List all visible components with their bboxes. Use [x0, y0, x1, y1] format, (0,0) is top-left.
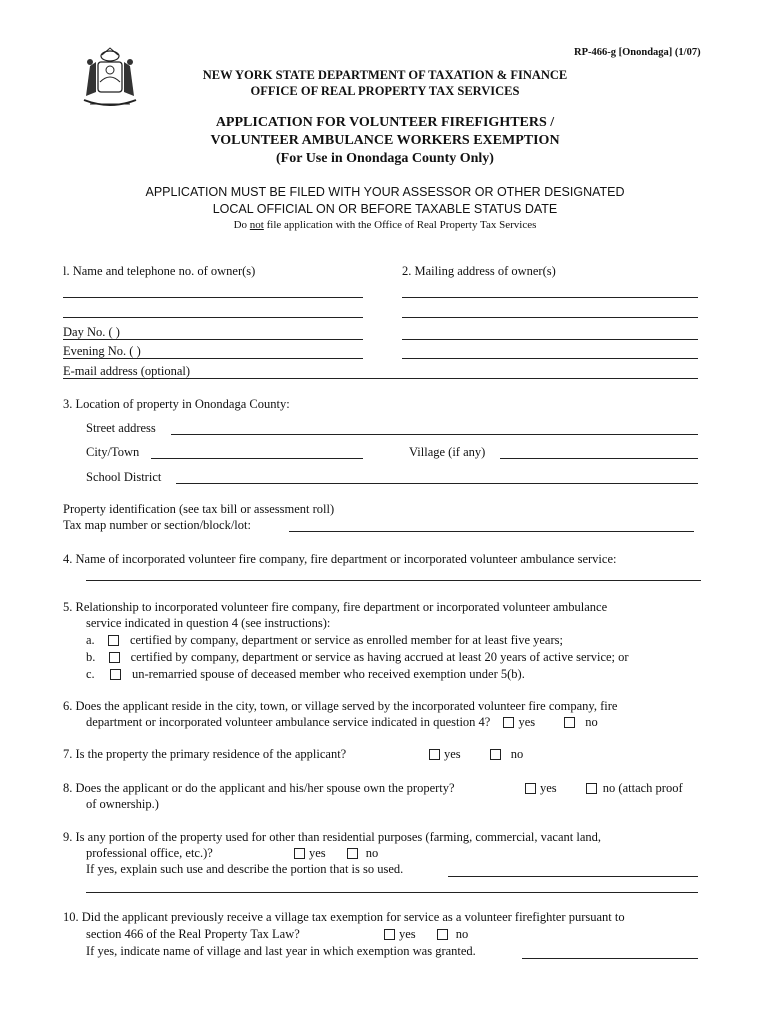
q8-yes-checkbox[interactable] [525, 783, 536, 794]
school-district-field[interactable] [176, 483, 698, 484]
q6-question: department or incorporated volunteer ambulance service indicated in question 4? [86, 715, 491, 729]
q9-answers [290, 846, 378, 861]
q7-no-label: no [510, 747, 524, 761]
q8-answers [521, 781, 683, 796]
q9-line2: professional office, etc.)? [86, 846, 213, 860]
q2-label: 2. Mailing address of owner(s) [402, 264, 556, 278]
q10-village-field[interactable] [522, 958, 698, 959]
q5-option-c [86, 667, 525, 682]
q9-explain-field-1[interactable] [448, 876, 698, 877]
city-town-label: City/Town [86, 445, 140, 459]
owner-name-field-1[interactable] [63, 297, 363, 298]
day-phone-label: Day No. ( ) [63, 325, 120, 339]
agency-line1: NEW YORK STATE DEPARTMENT OF TAXATION & FINANCE [202, 68, 568, 82]
mailing-address-field-2[interactable] [402, 317, 698, 318]
q9-no-checkbox[interactable] [347, 848, 358, 859]
q6-no-label: no [585, 715, 598, 729]
notice-line2: LOCAL OFFICIAL ON OR BEFORE TAXABLE STATUS DATE [212, 202, 558, 216]
tax-map-field[interactable] [289, 531, 694, 532]
tax-map-label: Tax map number or section/block/lot: [63, 518, 251, 532]
q5-a-text: certified by company, department or service as enrolled member for at least five years; [129, 633, 563, 647]
q8-no-label: no (attach proof [602, 781, 683, 795]
title-line3: (For Use in Onondaga County Only) [276, 151, 494, 166]
q6-no-checkbox[interactable] [564, 717, 575, 728]
q5-c-text: un-remarried spouse of deceased member who received exemption under 5(b). [131, 667, 525, 681]
q5-option-a [86, 633, 563, 648]
q7-yes-label: yes [444, 747, 461, 761]
q5-line1: 5. Relationship to incorporated volunteer fire company, fire department or incorporated volunteer ambulance [63, 600, 608, 614]
evening-phone-field[interactable] [63, 358, 363, 359]
mailing-address-field-4[interactable] [402, 358, 698, 359]
q7-yes-checkbox[interactable] [429, 749, 440, 760]
q10-line2: section 466 of the Real Property Tax Law? [86, 927, 300, 941]
q8-line2: of ownership.) [86, 797, 159, 811]
q7-label: 7. Is the property the primary residence of the applicant? [63, 747, 347, 761]
q9-line3: If yes, explain such use and describe the portion that is so used. [86, 862, 404, 876]
village-label: Village (if any) [409, 445, 486, 459]
evening-phone-label: Evening No. ( ) [63, 344, 141, 358]
q10-yes-label: yes [399, 927, 416, 941]
q6-line2 [86, 715, 598, 730]
q5-a-checkbox[interactable] [108, 635, 119, 646]
city-town-field[interactable] [151, 458, 363, 459]
q7-answers [425, 747, 523, 762]
street-address-field[interactable] [171, 434, 698, 435]
q9-yes-checkbox[interactable] [294, 848, 305, 859]
school-district-label: School District [86, 470, 162, 484]
street-address-label: Street address [86, 421, 156, 435]
mailing-address-field-3[interactable] [402, 339, 698, 340]
q5-c-letter: c. [86, 667, 95, 681]
q10-yes-checkbox[interactable] [384, 929, 395, 940]
q8-line1: 8. Does the applicant or do the applicant and his/her spouse own the property? [63, 781, 455, 795]
q5-b-text: certified by company, department or service as having accrued at least 20 years of active service; or [130, 650, 629, 664]
notice-line3: Do not file application with the Office of Real Property Tax Services [233, 219, 537, 231]
email-field[interactable] [63, 378, 698, 379]
q6-yes-label: yes [518, 715, 536, 729]
q9-yes-label: yes [309, 846, 326, 860]
village-field[interactable] [500, 458, 698, 459]
q9-line1: 9. Is any portion of the property used for other than residential purposes (farming, commercial, vacant land, [63, 830, 602, 844]
q6-yes-checkbox[interactable] [503, 717, 514, 728]
q7-no-checkbox[interactable] [490, 749, 501, 760]
title-line1: APPLICATION FOR VOLUNTEER FIREFIGHTERS / [215, 115, 555, 130]
q10-no-checkbox[interactable] [437, 929, 448, 940]
q6-line1: 6. Does the applicant reside in the city, town, or village served by the incorporated volunteer fire company, fire [63, 699, 618, 713]
q4-label: 4. Name of incorporated volunteer fire company, fire department or incorporated volunteer ambulance service: [63, 552, 617, 566]
q8-yes-label: yes [540, 781, 557, 795]
q5-line2: service indicated in question 4 (see instructions): [86, 616, 331, 630]
fire-company-field[interactable] [86, 580, 701, 581]
mailing-address-field-1[interactable] [402, 297, 698, 298]
q5-a-letter: a. [86, 633, 95, 647]
agency-line2: OFFICE OF REAL PROPERTY TAX SERVICES [250, 84, 520, 98]
q9-explain-field-2[interactable] [86, 892, 698, 893]
q3-label: 3. Location of property in Onondaga County: [63, 397, 290, 411]
notice-line1: APPLICATION MUST BE FILED WITH YOUR ASSESSOR OR OTHER DESIGNATED [145, 185, 625, 199]
q1-label: l. Name and telephone no. of owner(s) [63, 264, 256, 278]
q5-b-letter: b. [86, 650, 96, 664]
title-line2: VOLUNTEER AMBULANCE WORKERS EXEMPTION [210, 133, 560, 148]
q10-no-label: no [455, 927, 469, 941]
q10-line1: 10. Did the applicant previously receive a village tax exemption for service as a volunteer firefighter pursuant to [63, 910, 625, 924]
q9-no-label: no [365, 846, 379, 860]
email-label: E-mail address (optional) [63, 364, 191, 378]
q5-c-checkbox[interactable] [110, 669, 121, 680]
day-phone-field[interactable] [63, 339, 363, 340]
q8-no-checkbox[interactable] [586, 783, 597, 794]
form-id: RP-466-g [Onondaga] (1/07) [574, 47, 701, 58]
q5-option-b [86, 650, 629, 665]
q10-answers [380, 927, 468, 942]
q5-b-checkbox[interactable] [109, 652, 120, 663]
property-id-label: Property identification (see tax bill or assessment roll) [63, 502, 335, 516]
q10-line3: If yes, indicate name of village and last year in which exemption was granted. [86, 944, 476, 958]
owner-name-field-2[interactable] [63, 317, 363, 318]
